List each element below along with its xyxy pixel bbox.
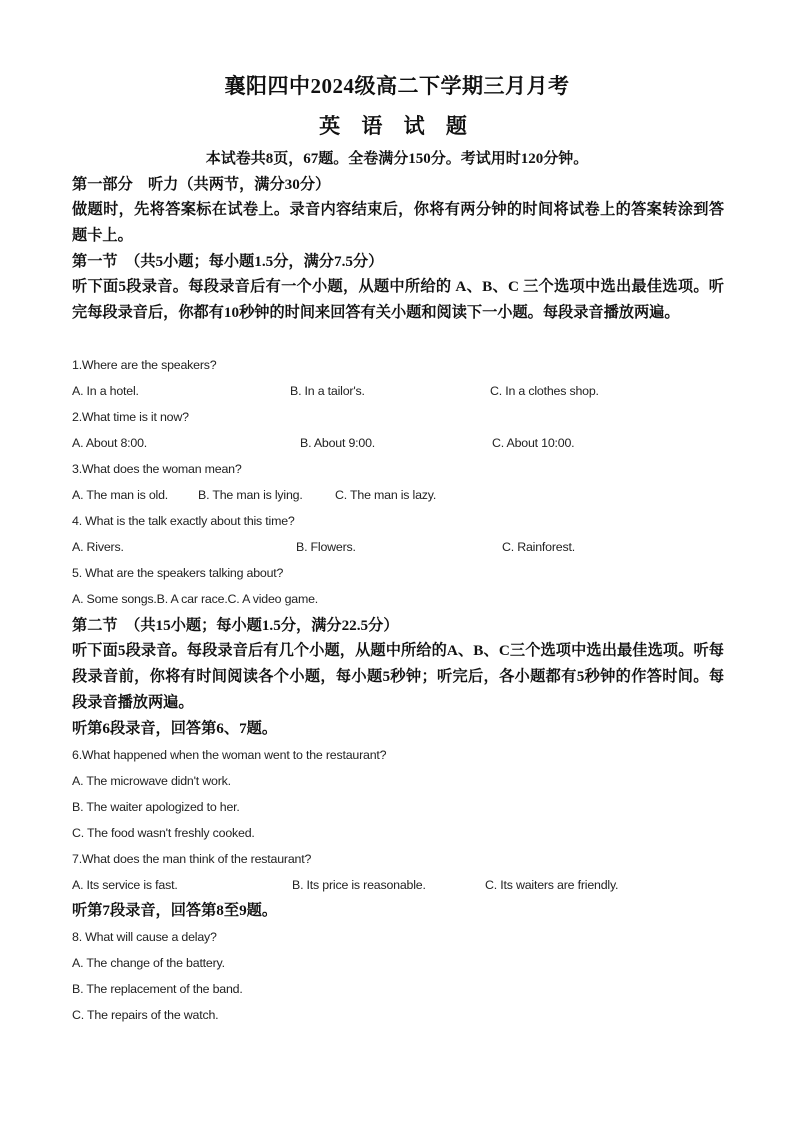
part1-heading: 第一部分 听力（共两节，满分30分） bbox=[72, 176, 331, 193]
option-c: C. The repairs of the watch. bbox=[72, 1008, 219, 1022]
option-b: B. The replacement of the band. bbox=[72, 982, 243, 996]
option-a: A. In a hotel. bbox=[72, 384, 139, 398]
part1-instructions: 做题时，先将答案标在试卷上。录音内容结束后，你将有两分钟的时间将试卷上的答案转涂到答题卡上。 bbox=[72, 201, 724, 244]
option-b: B. The man is lying. bbox=[198, 488, 303, 502]
option-c: C. In a clothes shop. bbox=[490, 384, 599, 398]
question-stem: 8. What will cause a delay? bbox=[72, 930, 217, 944]
option-a: A. The man is old. bbox=[72, 488, 169, 502]
question-stem: 2.What time is it now? bbox=[72, 410, 189, 424]
option-c: C. Its waiters are friendly. bbox=[485, 878, 619, 892]
exam-title: 襄阳四中2024级高二下学期三月月考 bbox=[224, 74, 570, 98]
option-b: B. About 9:00. bbox=[300, 436, 376, 450]
option-b: B. Its price is reasonable. bbox=[292, 878, 426, 892]
options-line: A. Some songs.B. A car race.C. A video game. bbox=[72, 592, 319, 606]
option-c: C. The food wasn't freshly cooked. bbox=[72, 826, 255, 840]
option-c: C. About 10:00. bbox=[492, 436, 575, 450]
exam-info: 本试卷共8页，67题。全卷满分150分。考试用时120分钟。 bbox=[205, 151, 589, 167]
question-stem: 4. What is the talk exactly about this time? bbox=[72, 514, 295, 528]
question-stem: 7.What does the man think of the restaurant? bbox=[72, 852, 312, 866]
option-a: A. The microwave didn't work. bbox=[72, 774, 231, 788]
option-a: A. About 8:00. bbox=[72, 436, 148, 450]
option-c: C. Rainforest. bbox=[502, 540, 575, 554]
group6-heading: 听第6段录音，回答第6、7题。 bbox=[72, 720, 278, 737]
question-stem: 1.Where are the speakers? bbox=[72, 358, 217, 372]
option-b: B. The waiter apologized to her. bbox=[72, 800, 240, 814]
section1-instructions: 听下面5段录音。每段录音后有一个小题，从题中所给的 A、B、C 三个选项中选出最佳选项。听完每段录音后，你都有10秒钟的时间来回答有关小题和阅读下一小题。每段录音播放两遍。 bbox=[72, 278, 724, 321]
option-a: A. Its service is fast. bbox=[72, 878, 178, 892]
exam-subtitle: 英 语 试 题 bbox=[319, 114, 475, 138]
option-a: A. Rivers. bbox=[72, 540, 124, 554]
option-c: C. The man is lazy. bbox=[335, 488, 437, 502]
section2-heading: 第二节 （共15小题；每小题1.5分，满分22.5分） bbox=[72, 617, 399, 634]
question-stem: 5. What are the speakers talking about? bbox=[72, 566, 284, 580]
group7-heading: 听第7段录音，回答第8至9题。 bbox=[72, 902, 278, 919]
option-b: B. Flowers. bbox=[296, 540, 356, 554]
option-a: A. The change of the battery. bbox=[72, 956, 225, 970]
question-stem: 3.What does the woman mean? bbox=[72, 462, 242, 476]
question-stem: 6.What happened when the woman went to the restaurant? bbox=[72, 748, 387, 762]
option-b: B. In a tailor's. bbox=[290, 384, 365, 398]
section2-instructions: 听下面5段录音。每段录音后有几个小题，从题中所给的A、B、C三个选项中选出最佳选项。听每段录音前，你将有时间阅读各个小题，每小题5秒钟；听完后，各小题都有5秒钟的作答时间。每段录音播放两遍。 bbox=[72, 642, 724, 711]
section1-heading: 第一节 （共5小题；每小题1.5分，满分7.5分） bbox=[72, 253, 384, 270]
